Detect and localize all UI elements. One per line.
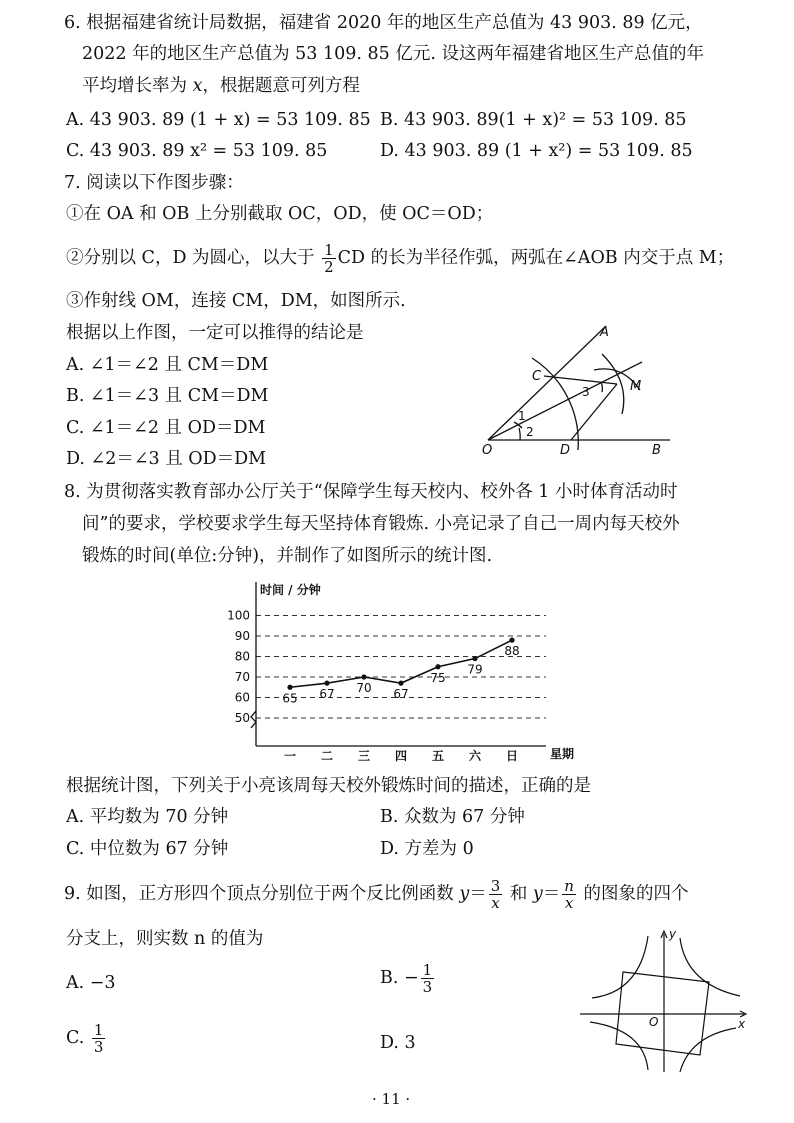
label-angle-3: 3 [582,385,590,399]
data-point-3 [398,681,403,686]
data-point-0 [287,685,292,690]
q7-angle-figure [470,318,700,466]
q9-option-c-prefix: C. [66,1028,90,1048]
page-number: · 11 · [372,1090,411,1108]
data-label-0: 65 [282,691,298,706]
q9-option-c[interactable] [66,1022,107,1055]
q8-option-b[interactable]: B. 众数为 67 分钟 [380,807,525,827]
q7-step1: ①在 OA 和 OB 上分别截取 OC，OD，使 OC＝OD； [66,204,494,224]
q6-line2: 2022 年的地区生产总值为 53 109. 85 亿元. 设这两年福建省地区生产总值的年 [82,44,704,64]
q9-y2: y [532,884,543,904]
label-c: C [532,369,542,384]
q7-question: 根据以上作图，一定可以推得的结论是 [66,323,364,343]
q7-option-c[interactable]: C. ∠1＝∠2 且 OD＝DM [66,418,266,438]
data-label-4: 75 [430,670,446,685]
q9-option-b-prefix: B. − [380,968,419,988]
x-tick-label-0: 一 [283,749,297,763]
q9-fraction-n-over-x: $\frac{n}{x}$ [564,877,574,912]
y-tick-label-90: 90 [234,629,250,643]
x-tick-label-6: 日 [505,749,519,763]
q7-option-b[interactable]: B. ∠1＝∠3 且 CM＝DM [66,386,269,406]
q8-line2: 间”的要求，学校要求学生每天坚持体育锻炼. 小亮记录了自己一周内每天校外 [82,514,680,534]
hyperbola-branch-q3 [590,1022,648,1070]
q8-question: 根据统计图，下列关于小亮该周每天校外锻炼时间的描述，正确的是 [66,776,591,796]
label-angle-1: 1 [518,409,526,423]
data-point-5 [472,656,477,661]
q6-line3-prefix: 平均增长率为 [82,76,193,96]
q9-option-d[interactable]: D. 3 [380,1033,416,1053]
q6-option-b[interactable]: B. 43 903. 89(1 + x)² = 53 109. 85 [380,110,687,130]
ray-om [488,362,642,440]
q6-var-x: x [192,76,203,96]
q7-line1: 7. 阅读以下作图步骤： [64,173,244,193]
y-tick-label-60: 60 [234,690,250,705]
q8-option-a[interactable]: A. 平均数为 70 分钟 [66,807,229,827]
label-b: B [652,443,661,458]
label-a: A [600,325,609,340]
x-tick-label-2: 三 [357,749,371,763]
q7-step2 [66,242,734,275]
hyperbola-branch-q1 [680,938,740,996]
data-label-5: 79 [467,662,483,677]
q6-option-d[interactable]: D. 43 903. 89 (1 + x²) = 53 109. 85 [380,141,693,161]
x-tick-label-5: 六 [468,749,482,763]
q9-line1-prefix: 9. 如图，正方形四个顶点分别位于两个反比例函数 [64,884,460,904]
label-o: O [482,443,493,458]
data-label-3: 67 [393,687,409,702]
label-angle-2: 2 [526,425,534,439]
q9-line1-suffix: 的图象的四个 [577,884,689,904]
y-axis-label: 时间 / 分钟 [260,583,321,597]
data-label-6: 88 [504,644,520,659]
q9-line2: 分支上，则实数 n 的值为 [66,929,264,949]
data-point-1 [324,681,329,686]
data-point-4 [435,664,440,669]
label-origin: O [649,1015,659,1029]
q6-line3 [82,75,360,97]
data-label-1: 67 [319,687,335,702]
y-tick-label-100: 100 [227,608,250,623]
q9-line1 [64,878,689,911]
label-x: x [738,1017,746,1031]
ray-oa [488,326,606,440]
q9-fraction-3-over-x: $\frac{3}{x}$ [490,877,501,912]
q8-line3: 锻炼的时间(单位:分钟)，并制作了如图所示的统计图. [82,546,493,566]
q9-and: 和 [504,884,533,904]
q9-option-b-fraction: $\frac{1}{3}$ [422,961,433,996]
x-tick-label-3: 四 [394,749,408,763]
data-label-2: 70 [356,681,372,695]
angle-3-mark [601,382,602,392]
q8-line1: 8. 为贯彻落实教育部办公厅关于“保障学生每天校内、校外各 1 小时体育活动时 [64,482,678,502]
q9-option-b[interactable] [380,962,436,995]
q9-eq2: ＝ [542,884,561,904]
label-m: M [630,379,642,394]
axis-break-mark [251,711,256,728]
data-point-2 [361,674,366,679]
q6-option-c[interactable]: C. 43 903. 89 x² = 53 109. 85 [66,141,328,161]
label-d: D [560,443,571,458]
q8-option-c[interactable]: C. 中位数为 67 分钟 [66,839,229,859]
q6-option-a[interactable]: A. 43 903. 89 (1 + x) = 53 109. 85 [66,110,371,130]
q7-option-a[interactable]: A. ∠1＝∠2 且 CM＝DM [66,355,269,375]
q9-y1: y [459,884,470,904]
data-point-6 [509,638,514,643]
y-tick-label-50: 50 [234,711,250,725]
q8-line-chart [220,578,590,764]
q7-half-fraction: $\frac{1}{2}$ [324,241,334,276]
q6-line3-suffix: ，根据题意可列方程 [202,76,360,96]
q8-option-d[interactable]: D. 方差为 0 [380,839,474,859]
hyperbola-branch-q4 [680,1028,736,1072]
hyperbola-branch-q2 [592,936,648,998]
q7-step2-prefix: ②分别以 C，D 为圆心，以大于 [66,248,321,268]
q9-eq1: ＝ [469,884,487,904]
y-tick-label-80: 80 [234,649,250,664]
q9-option-a[interactable]: A. −3 [66,973,116,993]
x-tick-label-1: 二 [320,749,334,763]
x-axis-label: 星期 [550,747,575,761]
label-y: y [669,928,677,941]
q6-line1: 6. 根据福建省统计局数据，福建省 2020 年的地区生产总值为 43 903. 89 亿元， [64,13,703,33]
q9-hyperbola-square-figure [576,928,752,1076]
q7-option-d[interactable]: D. ∠2＝∠3 且 OD＝DM [66,449,267,469]
q7-step2-suffix: CD 的长为半径作弧，两弧在∠AOB 内交于点 M； [337,248,735,268]
angle-2-mark [519,428,520,440]
x-tick-label-4: 五 [431,749,445,763]
q7-step3: ③作射线 OM，连接 CM，DM，如图所示. [66,291,406,311]
q9-option-c-fraction: $\frac{1}{3}$ [93,1021,104,1056]
y-tick-label-70: 70 [234,670,250,684]
